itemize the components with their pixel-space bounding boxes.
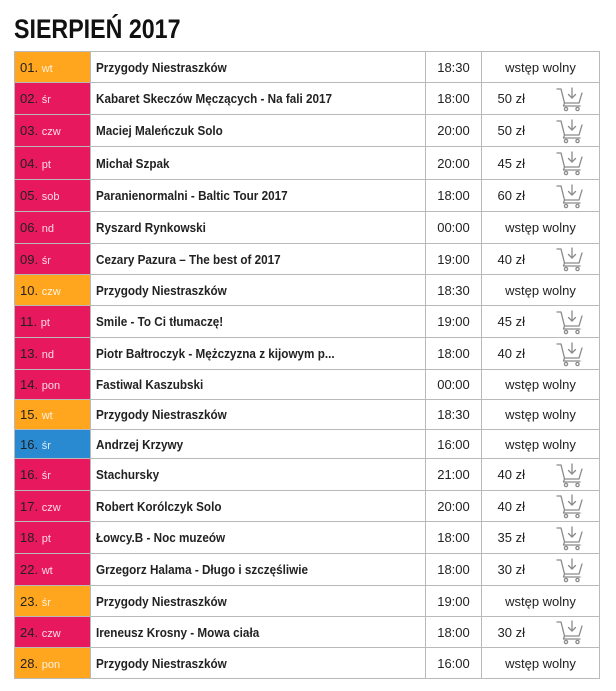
event-date	[15, 430, 91, 459]
event-name-link[interactable]: Piotr Bałtroczyk - Mężczyzna z kijowym p...	[96, 346, 335, 361]
event-weekday: czw	[41, 627, 61, 640]
event-time: 18:00	[426, 522, 482, 554]
event-day: 14.	[20, 377, 39, 392]
event-time: 18:00	[426, 83, 482, 115]
event-name-cell	[91, 459, 426, 491]
event-date	[15, 147, 91, 180]
event-day: 04.	[20, 155, 39, 171]
event-day: 03.	[20, 123, 39, 138]
buy-ticket-button[interactable]	[541, 459, 600, 491]
event-day: 05.	[20, 188, 39, 203]
event-row	[15, 147, 600, 180]
event-name-cell	[91, 275, 426, 306]
event-name-link[interactable]: Przygody Niestraszków	[96, 593, 227, 609]
event-name-link[interactable]: Przygody Niestraszków	[96, 655, 227, 671]
cart-download-icon	[556, 341, 584, 367]
event-weekday: czw	[41, 285, 61, 298]
event-name-cell	[91, 586, 426, 617]
event-date	[15, 180, 91, 212]
event-name-link[interactable]: Paranienormalni - Baltic Tour 2017	[96, 188, 288, 203]
event-day: 15.	[20, 407, 39, 422]
event-date	[15, 370, 91, 400]
event-weekday: śr	[41, 439, 51, 452]
event-name-cell	[91, 180, 426, 212]
event-weekday: nd	[41, 223, 54, 235]
event-day: 17.	[20, 498, 39, 514]
buy-ticket-button[interactable]	[541, 306, 600, 338]
event-name-link[interactable]: Kabaret Skeczów Męczących - Na fali 2017	[96, 91, 333, 106]
event-price: 35 zł	[482, 522, 541, 554]
event-name-cell	[91, 648, 426, 679]
cart-download-icon	[556, 525, 584, 551]
event-name-link[interactable]: Smile - To Ci tłumaczę!	[96, 314, 224, 329]
event-row	[15, 459, 600, 491]
event-time: 19:00	[426, 586, 482, 617]
buy-ticket-button[interactable]	[541, 522, 600, 554]
event-name-link[interactable]: Grzegorz Halama - Długo i szczęśliwie	[96, 562, 308, 577]
event-date	[15, 115, 91, 147]
event-price: 45 zł	[482, 306, 541, 338]
event-time: 19:00	[426, 306, 482, 338]
events-table	[14, 51, 600, 679]
event-name-cell	[91, 338, 426, 370]
event-weekday: śr	[41, 94, 51, 106]
page-title: SIERPIEŃ 2017	[14, 14, 181, 44]
event-row	[15, 491, 600, 522]
event-day: 09.	[20, 251, 39, 267]
event-time: 18:00	[426, 338, 482, 370]
event-free-entry: wstęp wolny	[482, 275, 600, 306]
event-date	[15, 586, 91, 617]
event-free-entry: wstęp wolny	[482, 400, 600, 430]
event-day: 11.	[20, 314, 38, 329]
event-date	[15, 212, 91, 244]
event-name-link[interactable]: Michał Szpak	[96, 155, 170, 171]
event-row	[15, 306, 600, 338]
event-row	[15, 400, 600, 430]
event-name-cell	[91, 617, 426, 648]
buy-ticket-button[interactable]	[541, 338, 600, 370]
event-price: 50 zł	[482, 83, 541, 115]
event-name-cell	[91, 554, 426, 586]
event-weekday: pt	[41, 533, 51, 545]
event-row	[15, 52, 600, 83]
event-name-link[interactable]: Robert Korólczyk Solo	[96, 498, 222, 514]
buy-ticket-button[interactable]	[541, 115, 600, 147]
event-price: 30 zł	[482, 617, 541, 648]
event-date	[15, 83, 91, 115]
event-price: 60 zł	[482, 180, 541, 212]
event-name-link[interactable]: Przygody Niestraszków	[96, 59, 227, 75]
event-row	[15, 617, 600, 648]
event-price: 45 zł	[482, 147, 541, 180]
event-day: 28.	[20, 655, 39, 671]
event-date	[15, 522, 91, 554]
event-price: 50 zł	[482, 115, 541, 147]
event-price: 40 zł	[482, 491, 541, 522]
cart-download-icon	[556, 118, 584, 144]
event-day: 13.	[20, 346, 39, 361]
event-price: 30 zł	[482, 554, 541, 586]
event-name-cell	[91, 491, 426, 522]
event-weekday: śr	[41, 254, 51, 267]
event-free-entry: wstęp wolny	[482, 586, 600, 617]
event-day: 23.	[20, 593, 39, 609]
event-free-entry: wstęp wolny	[482, 648, 600, 679]
cart-download-icon	[556, 619, 584, 645]
event-time: 18:00	[426, 554, 482, 586]
event-name-cell	[91, 370, 426, 400]
event-day: 24.	[20, 624, 39, 640]
event-weekday: nd	[41, 349, 54, 361]
event-time: 16:00	[426, 430, 482, 459]
event-date	[15, 554, 91, 586]
buy-ticket-button[interactable]	[541, 83, 600, 115]
cart-download-icon	[556, 86, 584, 112]
event-date	[15, 491, 91, 522]
event-name-cell	[91, 522, 426, 554]
event-weekday: pt	[41, 158, 51, 171]
event-row	[15, 586, 600, 617]
event-time: 00:00	[426, 212, 482, 244]
event-name-link[interactable]: Stachursky	[96, 467, 160, 482]
event-row	[15, 115, 600, 147]
event-name-cell	[91, 52, 426, 83]
buy-ticket-button[interactable]	[541, 554, 600, 586]
event-name-link[interactable]: Cezary Pazura – The best of 2017	[96, 251, 281, 267]
cart-download-icon	[556, 183, 584, 209]
event-row	[15, 275, 600, 306]
event-row	[15, 648, 600, 679]
event-name-link[interactable]: Maciej Maleńczuk Solo	[96, 123, 223, 138]
event-weekday: wt	[41, 410, 53, 422]
buy-ticket-button[interactable]	[541, 244, 600, 275]
cart-download-icon	[556, 246, 584, 272]
event-weekday: śr	[41, 470, 51, 482]
cart-download-icon	[556, 309, 584, 335]
event-row	[15, 83, 600, 115]
event-date	[15, 306, 91, 338]
event-date	[15, 275, 91, 306]
event-price: 40 zł	[482, 459, 541, 491]
event-day: 06.	[20, 220, 39, 235]
event-day: 01.	[20, 59, 39, 75]
buy-ticket-button[interactable]	[541, 180, 600, 212]
event-date	[15, 648, 91, 679]
event-day: 16.	[20, 467, 39, 482]
event-name-link[interactable]: Przygody Niestraszków	[96, 407, 227, 422]
event-name-cell	[91, 212, 426, 244]
event-weekday: śr	[41, 596, 51, 609]
event-date	[15, 400, 91, 430]
event-row	[15, 430, 600, 459]
event-free-entry: wstęp wolny	[482, 370, 600, 400]
cart-download-icon	[556, 493, 584, 519]
event-name-link[interactable]: Ryszard Rynkowski	[96, 220, 206, 235]
event-weekday: sob	[41, 191, 60, 203]
event-day: 16.	[20, 436, 39, 452]
cart-download-icon	[556, 150, 584, 176]
event-row	[15, 338, 600, 370]
event-name-link[interactable]: Łowcy.B - Noc muzeów	[96, 530, 226, 545]
event-name-link[interactable]: Przygody Niestraszków	[96, 282, 227, 298]
event-name-cell	[91, 83, 426, 115]
event-time: 18:30	[426, 400, 482, 430]
event-time: 18:30	[426, 275, 482, 306]
buy-ticket-button[interactable]	[541, 617, 600, 648]
event-name-link[interactable]: Fastiwal Kaszubski	[96, 377, 204, 392]
event-name-link[interactable]: Andrzej Krzywy	[96, 436, 184, 452]
event-time: 00:00	[426, 370, 482, 400]
event-date	[15, 459, 91, 491]
event-time: 18:30	[426, 52, 482, 83]
event-day: 22.	[20, 562, 39, 577]
event-free-entry: wstęp wolny	[482, 52, 600, 83]
event-price: 40 zł	[482, 244, 541, 275]
event-row	[15, 522, 600, 554]
event-time: 20:00	[426, 491, 482, 522]
event-time: 19:00	[426, 244, 482, 275]
event-date	[15, 617, 91, 648]
event-day: 10.	[20, 282, 39, 298]
event-price: 40 zł	[482, 338, 541, 370]
event-name-cell	[91, 147, 426, 180]
event-weekday: czw	[41, 126, 61, 138]
buy-ticket-button[interactable]	[541, 491, 600, 522]
event-free-entry: wstęp wolny	[482, 212, 600, 244]
event-time: 18:00	[426, 180, 482, 212]
event-name-cell	[91, 244, 426, 275]
event-row	[15, 212, 600, 244]
event-weekday: pon	[41, 658, 61, 671]
event-weekday: pt	[40, 317, 50, 329]
event-day: 02.	[20, 91, 39, 106]
event-weekday: pon	[41, 380, 61, 392]
event-date	[15, 338, 91, 370]
event-name-cell	[91, 430, 426, 459]
event-day: 18.	[20, 530, 39, 545]
buy-ticket-button[interactable]	[541, 147, 600, 180]
event-time: 16:00	[426, 648, 482, 679]
event-time: 18:00	[426, 617, 482, 648]
event-name-link[interactable]: Ireneusz Krosny - Mowa ciała	[96, 624, 260, 640]
event-name-cell	[91, 400, 426, 430]
cart-download-icon	[556, 462, 584, 488]
event-time: 20:00	[426, 147, 482, 180]
event-weekday: czw	[41, 501, 61, 514]
event-row	[15, 244, 600, 275]
event-row	[15, 180, 600, 212]
event-weekday: wt	[41, 565, 53, 577]
event-weekday: wt	[41, 62, 53, 75]
event-date	[15, 244, 91, 275]
event-name-cell	[91, 306, 426, 338]
event-free-entry: wstęp wolny	[482, 430, 600, 459]
event-time: 21:00	[426, 459, 482, 491]
event-row	[15, 554, 600, 586]
event-row	[15, 370, 600, 400]
event-name-cell	[91, 115, 426, 147]
event-date	[15, 52, 91, 83]
event-time: 20:00	[426, 115, 482, 147]
cart-download-icon	[556, 557, 584, 583]
